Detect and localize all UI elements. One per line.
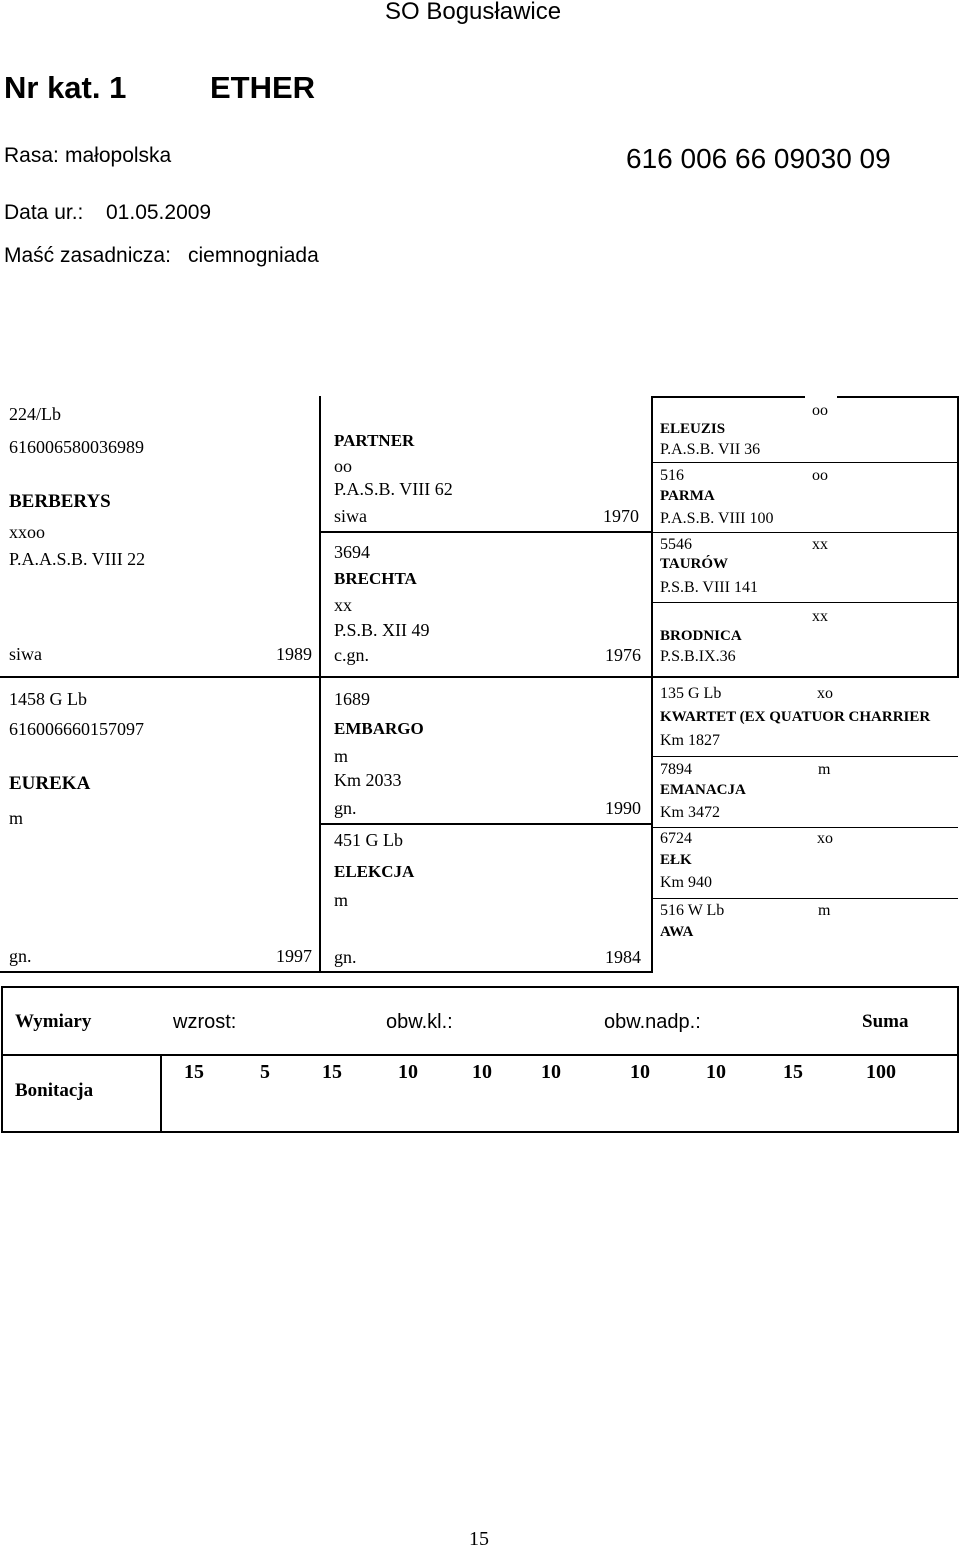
dam-sire-number: 1689 <box>334 689 370 709</box>
sire-color: siwa <box>9 644 42 664</box>
height-label: wzrost: <box>173 1011 237 1033</box>
dob-value: 01.05.2009 <box>106 201 212 224</box>
ds-sire-name: KWARTET (EX QUATUOR CHARRIER <box>660 709 931 725</box>
ss-sire-name: ELEUZIS <box>660 421 726 437</box>
sire-id: 616006580036989 <box>9 437 144 457</box>
sire-dam-name: BRECHTA <box>334 569 417 588</box>
score-value: 15 <box>322 1061 342 1083</box>
sire-sire-year: 1970 <box>603 506 639 526</box>
sire-year: 1989 <box>276 644 312 664</box>
page-number: 15 <box>469 1528 489 1550</box>
ss-dam-name: PARMA <box>660 488 715 504</box>
sire-sire-color: siwa <box>334 506 367 526</box>
sd-dam-name: BRODNICA <box>660 628 742 644</box>
sd-sire-studbook: P.S.B. VIII 141 <box>660 579 758 596</box>
dd-dam-type: m <box>818 902 831 919</box>
dam-dam-name: ELEKCJA <box>334 862 415 881</box>
score-value: 10 <box>472 1061 492 1083</box>
dd-sire-studbook: Km 940 <box>660 874 712 891</box>
sire-name: BERBERYS <box>9 491 111 512</box>
score-value: 10 <box>630 1061 650 1083</box>
sire-sire-type: oo <box>334 456 352 476</box>
sum-label: Suma <box>862 1011 909 1032</box>
dd-dam-number: 516 W Lb <box>660 902 725 919</box>
ss-sire-studbook: P.A.S.B. VII 36 <box>660 441 761 458</box>
bonitation-label: Bonitacja <box>15 1080 94 1101</box>
sd-dam-type: xx <box>812 608 828 625</box>
sd-sire-name: TAURÓW <box>660 556 729 572</box>
dam-sire-color: gn. <box>334 798 357 818</box>
cannon-girth-label: obw.nadp.: <box>604 1011 701 1033</box>
score-value: 10 <box>541 1061 561 1083</box>
dam-year: 1997 <box>276 946 312 966</box>
color-value: ciemnogniada <box>188 244 319 267</box>
dd-sire-number: 6724 <box>660 830 692 847</box>
dam-number: 1458 G Lb <box>9 689 87 709</box>
dd-sire-type: xo <box>817 830 833 847</box>
horse-id-number: 616 006 66 09030 09 <box>626 143 891 174</box>
dam-type: m <box>9 808 24 828</box>
sire-type: xxoo <box>9 522 45 542</box>
ds-sire-number: 135 G Lb <box>660 685 722 702</box>
dam-id: 616006660157097 <box>9 719 144 739</box>
chest-girth-label: obw.kl.: <box>386 1011 453 1033</box>
breed-value: małopolska <box>65 144 172 167</box>
dam-name: EUREKA <box>9 773 91 794</box>
dd-dam-name: AWA <box>660 924 694 940</box>
organization-title: SO Bogusławice <box>385 0 562 25</box>
sire-sire-name: PARTNER <box>334 431 415 450</box>
ds-dam-number: 7894 <box>660 761 692 778</box>
dam-sire-name: EMBARGO <box>334 719 424 738</box>
breed-label: Rasa: <box>4 144 59 167</box>
dam-dam-color: gn. <box>334 947 357 967</box>
dd-sire-name: EŁK <box>660 852 692 868</box>
ds-dam-name: EMANACJA <box>660 782 746 798</box>
dam-color: gn. <box>9 946 32 966</box>
sire-sire-studbook: P.A.S.B. VIII 62 <box>334 479 453 499</box>
catalog-number: Nr kat. 1 <box>4 70 127 105</box>
dam-dam-type: m <box>334 890 349 910</box>
ds-dam-studbook: Km 3472 <box>660 804 720 821</box>
score-value: 5 <box>260 1061 270 1083</box>
ds-dam-type: m <box>818 761 831 778</box>
dam-dam-number: 451 G Lb <box>334 830 403 850</box>
color-label: Maść zasadnicza: <box>4 244 171 267</box>
score-sum-value: 100 <box>866 1061 896 1083</box>
score-value: 10 <box>398 1061 418 1083</box>
ds-sire-studbook: Km 1827 <box>660 732 720 749</box>
sd-dam-studbook: P.S.B.IX.36 <box>660 648 736 665</box>
sire-dam-type: xx <box>334 595 352 615</box>
sire-studbook: P.A.A.S.B. VIII 22 <box>9 549 146 569</box>
ss-sire-type: oo <box>812 402 828 419</box>
sire-dam-number: 3694 <box>334 542 370 562</box>
sd-sire-number: 5546 <box>660 536 692 553</box>
sire-dam-year: 1976 <box>605 645 641 665</box>
dam-sire-studbook: Km 2033 <box>334 770 402 790</box>
dam-dam-year: 1984 <box>605 947 641 967</box>
ss-dam-type: oo <box>812 467 828 484</box>
ss-dam-studbook: P.A.S.B. VIII 100 <box>660 510 774 527</box>
score-value: 15 <box>783 1061 803 1083</box>
sd-sire-type: xx <box>812 536 828 553</box>
horse-name: ETHER <box>210 70 316 105</box>
sire-dam-color: c.gn. <box>334 645 369 665</box>
ss-dam-number: 516 <box>660 467 684 484</box>
sire-dam-studbook: P.S.B. XII 49 <box>334 620 430 640</box>
dob-label: Data ur.: <box>4 201 84 224</box>
score-value: 15 <box>184 1061 204 1083</box>
dam-sire-type: m <box>334 746 349 766</box>
dam-sire-year: 1990 <box>605 798 641 818</box>
sire-number: 224/Lb <box>9 404 61 424</box>
ds-sire-type: xo <box>817 685 833 702</box>
dimensions-label: Wymiary <box>15 1011 92 1032</box>
score-value: 10 <box>706 1061 726 1083</box>
